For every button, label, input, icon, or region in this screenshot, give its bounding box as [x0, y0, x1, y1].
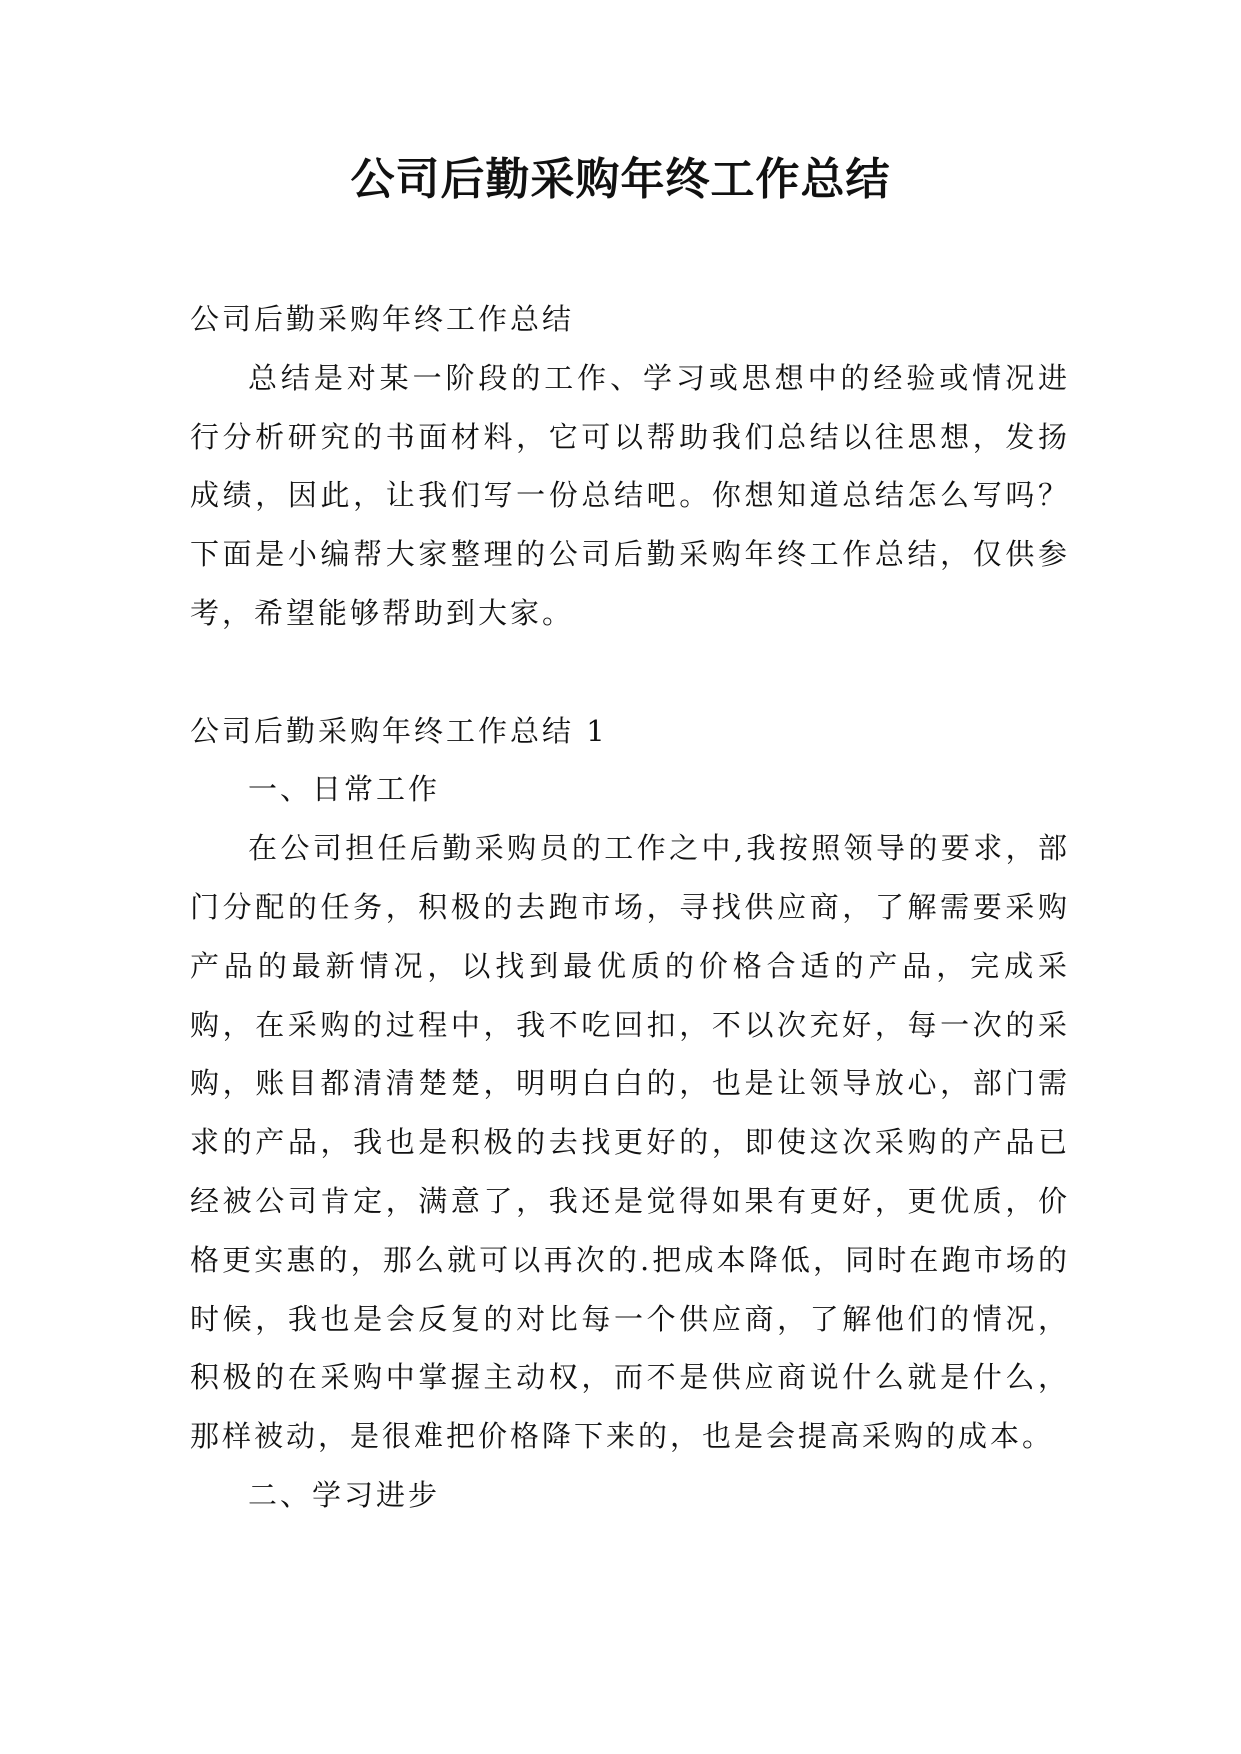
subtitle-line: 公司后勤采购年终工作总结	[190, 302, 575, 336]
paragraph-spacer	[190, 643, 1070, 702]
section-title: 公司后勤采购年终工作总结 1	[190, 713, 608, 748]
intro-paragraph: 总结是对某一阶段的工作、学习或思想中的经验或情况进行分析研究的书面材料，它可以帮助我们总结以往思想，发扬成绩，因此，让我们写一份总结吧。你想知道总结怎么写吗？下面是小编帮大家整理的公司后勤采购年终工作总结，仅供参考，希望能够帮助到大家。	[190, 360, 1070, 630]
section-heading-daily-work: 一、日常工作	[248, 772, 441, 807]
daily-work-paragraph: 在公司担任后勤采购员的工作之中,我按照领导的要求，部门分配的任务，积极的去跑市场，寻找供应商，了解需要采购产品的最新情况，以找到最优质的价格合适的产品，完成采购，在采购的过程中，我不吃回扣，不以次充好，每一次的采购，账目都清清楚楚，明明白白的，也是让领导放心，部门需求的产品，我也是积极的去找更好的，即使这次采购的产品已经被公司肯定，满意了，我还是觉得如果有更好，更优质，价格更实惠的，那么就可以再次的.把成本降低，同时在跑市场的时候，我也是会反复的对比每一个供应商，了解他们的情况，积极的在采购中掌握主动权，而不是供应商说什么就是什么，那样被动，是很难把价格降下来的，也是会提高采购的成本。	[190, 831, 1070, 1454]
document-title: 公司后勤采购年终工作总结	[350, 154, 891, 205]
section-heading-learning: 二、学习进步	[248, 1477, 441, 1512]
document-body	[190, 290, 1070, 1525]
